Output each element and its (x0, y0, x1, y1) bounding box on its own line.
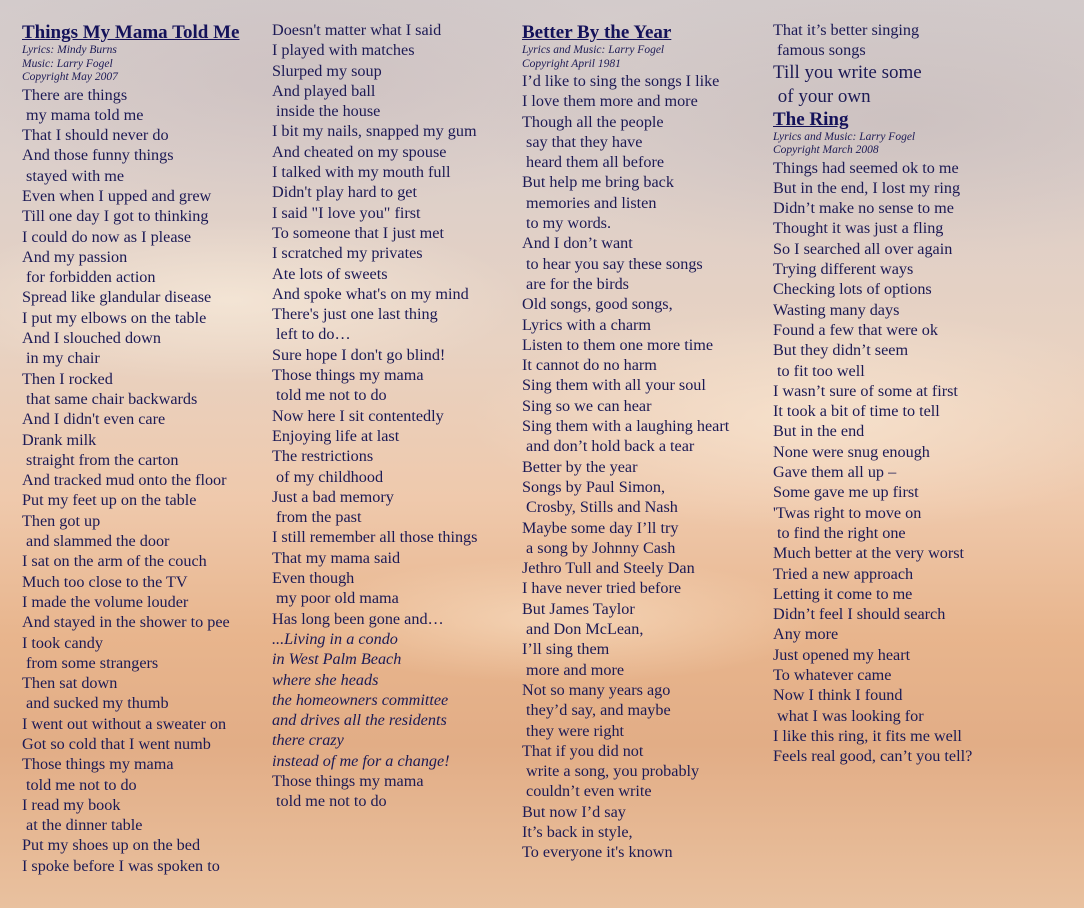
lyric-line: from the past (272, 508, 362, 527)
lyrics-list (773, 158, 972, 767)
lyric-line: I’ll sing them (522, 640, 610, 659)
lyric-line: And my passion (22, 247, 128, 266)
lyric-line: I’d like to sing the songs I like (522, 72, 720, 90)
lyric-line: at the dinner table (22, 816, 143, 835)
lyric-line: Put my shoes up on the bed (22, 836, 201, 855)
lyric-line: Then I rocked (22, 369, 113, 388)
lyric-line: straight from the carton (22, 450, 179, 469)
lyric-line: Till you write some (773, 61, 922, 83)
lyric-line: Wasting many days (773, 300, 900, 319)
lyric-line: Didn’t make no sense to me (773, 199, 954, 218)
lyric-line: Maybe some day I’ll try (522, 518, 679, 537)
lyric-line: Ate lots of sweets (272, 264, 388, 283)
lyric-line: But in the end, I lost my ring (773, 178, 961, 197)
lyric-line: Found a few that were ok (773, 320, 938, 339)
song-meta-copyright: Copyright May 2007 (22, 71, 118, 83)
lyric-line: inside the house (272, 102, 381, 121)
lyric-line: Thought it was just a fling (773, 219, 944, 238)
lyric-line: Trying different ways (773, 260, 914, 279)
lyric-line: I went out without a sweater on (22, 714, 227, 733)
lyric-line: I like this ring, it fits me well (773, 726, 962, 745)
lyric-line: That my mama said (272, 548, 401, 567)
lyric-line: Spread like glandular disease (22, 288, 212, 307)
lyric-line: Much too close to the TV (22, 572, 188, 591)
lyric-line: I read my book (22, 795, 121, 814)
lyric-line: Put my feet up on the table (22, 491, 197, 510)
lyric-line: Old songs, good songs, (522, 295, 673, 314)
lyric-line: to find the right one (773, 523, 906, 542)
lyric-line: But now I’d say (522, 802, 626, 821)
lyric-line: That if you did not (522, 741, 644, 760)
lyric-line: Then sat down (22, 674, 118, 693)
lyric-line: Listen to them one more time (522, 335, 714, 354)
lyric-line: there crazy (272, 731, 344, 750)
lyric-line: told me not to do (22, 775, 137, 794)
lyric-line: I sat on the arm of the couch (22, 552, 207, 571)
lyric-line: Jethro Tull and Steely Dan (522, 559, 695, 578)
lyric-line: I bit my nails, snapped my gum (272, 122, 477, 141)
lyric-line: But in the end (773, 422, 865, 441)
lyric-line: from some strangers (22, 653, 159, 672)
lyric-line: Not so many years ago (522, 680, 671, 699)
lyric-line: Even when I upped and grew (22, 186, 212, 205)
lyric-line: I wasn’t sure of some at first (773, 381, 958, 400)
lyric-line: Even though (272, 569, 355, 588)
lyric-line: Lyrics with a charm (522, 315, 652, 334)
lyrics-italic-list (272, 629, 477, 771)
lyric-line: I said "I love you" first (272, 203, 421, 222)
lyric-line: to fit too well (773, 361, 865, 380)
lyric-line: the homeowners committee (272, 690, 449, 709)
lyric-line: of your own (773, 85, 871, 107)
lyric-line: I talked with my mouth full (272, 163, 451, 182)
lyric-line: It took a bit of time to tell (773, 402, 940, 421)
lyric-line: Till one day I got to thinking (22, 207, 209, 226)
lyric-line: that same chair backwards (22, 389, 198, 408)
lyric-line: to hear you say these songs (522, 254, 703, 273)
song-meta-lyrics-music: Lyrics and Music: Larry Fogel (773, 130, 916, 143)
lyric-line: Tried a new approach (773, 564, 914, 583)
lyric-line: Now here I sit contentedly (272, 406, 444, 425)
lyric-line: And cheated on my spouse (272, 142, 447, 161)
lyric-line: Any more (773, 625, 839, 644)
lyric-line: And I didn't even care (22, 410, 166, 429)
lyric-line: Much better at the very worst (773, 544, 965, 563)
lyric-line: Got so cold that I went numb (22, 735, 211, 753)
lyric-line: Gave them all up – (773, 463, 897, 482)
lyric-line: Feels real good, can’t you tell? (773, 747, 973, 766)
lyric-line: heard them all before (522, 153, 665, 172)
lyric-line: and sucked my thumb (22, 694, 169, 713)
lyric-line: So I searched all over again (773, 239, 953, 258)
lyric-line: Has long been gone and… (272, 609, 444, 628)
lyric-line: Now I think I found (773, 686, 903, 705)
lyric-line: And stayed in the shower to pee (22, 613, 230, 632)
lyric-line: There are things (22, 85, 128, 104)
column-3 (522, 22, 729, 863)
lyrics-list (22, 85, 239, 877)
lyric-line: Though all the people (522, 112, 664, 131)
lyric-line: Those things my mama (22, 755, 174, 774)
lyric-line: to my words. (522, 214, 612, 233)
lyric-line: Enjoying life at last (272, 426, 400, 445)
lyric-line: Those things my mama (272, 366, 424, 385)
lyrics-list (272, 20, 477, 629)
lyric-line: they’d say, and maybe (522, 701, 671, 720)
lyric-line: Crosby, Stills and Nash (522, 498, 678, 517)
lyrics-list (272, 771, 477, 812)
lyric-line: famous songs (773, 41, 866, 60)
lyrics-list (773, 20, 972, 61)
lyric-line: Slurped my soup (272, 61, 382, 80)
lyric-line: Letting it come to me (773, 584, 913, 603)
lyric-line: To someone that I just met (272, 223, 444, 242)
lyric-line: and Don McLean, (522, 620, 644, 639)
lyric-line: Just a bad memory (272, 487, 394, 506)
lyric-line: Sing so we can hear (522, 396, 652, 415)
lyric-line: There's just one last thing (272, 305, 438, 324)
lyric-line: and slammed the door (22, 532, 170, 551)
lyric-line: 'Twas right to move on (773, 503, 922, 522)
lyric-line: And tracked mud onto the floor (22, 471, 227, 490)
lyric-line: Sing them with a laughing heart (522, 417, 730, 436)
lyric-line: stayed with me (22, 166, 125, 185)
lyric-line: I made the volume louder (22, 592, 189, 611)
lyric-line: my mama told me (22, 105, 144, 124)
lyric-line: It cannot do no harm (522, 356, 657, 375)
lyric-line: ...Living in a condo (272, 629, 398, 648)
lyric-line: I spoke before I was spoken to (22, 856, 220, 875)
lyric-line: Then got up (22, 511, 101, 530)
lyric-line: in my chair (22, 349, 100, 368)
lyric-line: Better by the year (522, 457, 638, 476)
lyric-line: Drank milk (22, 430, 97, 449)
column-1 (22, 22, 239, 876)
song-meta-copyright: Copyright March 2008 (773, 144, 879, 157)
lyric-line: are for the birds (522, 274, 629, 293)
lyric-line: they were right (522, 721, 625, 740)
lyric-line: But they didn’t seem (773, 341, 909, 360)
lyric-line: Checking lots of options (773, 280, 932, 299)
lyric-line: and don’t hold back a tear (522, 437, 695, 456)
column-4 (773, 20, 972, 767)
lyric-line: That it’s better singing (773, 21, 920, 39)
lyric-line: I love them more and more (522, 92, 698, 111)
lyric-line: And played ball (272, 81, 376, 100)
lyric-line: Songs by Paul Simon, (522, 477, 666, 496)
lyric-line: what I was looking for (773, 706, 924, 725)
lyric-line: I played with matches (272, 41, 415, 60)
column-2 (272, 20, 477, 812)
lyric-line: Those things my mama (272, 771, 424, 790)
lyric-line: couldn’t even write (522, 782, 652, 801)
lyric-line: I scratched my privates (272, 244, 423, 263)
lyric-line: Just opened my heart (773, 645, 911, 664)
lyric-line: Doesn't matter what I said (272, 21, 442, 39)
lyric-line: I still remember all those things (272, 528, 478, 547)
lyric-line: Didn’t feel I should search (773, 605, 946, 624)
lyric-line: That I should never do (22, 126, 169, 145)
lyrics-list (522, 71, 729, 863)
lyric-line: a song by Johnny Cash (522, 538, 676, 557)
lyric-line: memories and listen (522, 193, 657, 212)
lyric-line: left to do… (272, 325, 351, 344)
lyric-line: Some gave me up first (773, 483, 919, 502)
lyric-line: for forbidden action (22, 268, 156, 287)
lyric-line: I have never tried before (522, 579, 682, 598)
lyric-line: of my childhood (272, 467, 384, 486)
song-meta-copyright: Copyright April 1981 (522, 57, 621, 70)
lyric-line: and drives all the residents (272, 711, 447, 730)
lyric-line: To whatever came (773, 666, 892, 685)
lyric-line: my poor old mama (272, 589, 399, 608)
lyric-line: Things had seemed ok to me (773, 158, 959, 177)
lyric-line: Sing them with all your soul (522, 376, 706, 395)
song-meta-music: Music: Larry Fogel (22, 57, 113, 70)
lyric-line: I put my elbows on the table (22, 308, 207, 327)
song-title-better-by-the-year: Better By the Year (522, 22, 672, 43)
lyric-line: Sure hope I don't go blind! (272, 345, 446, 364)
lyric-line: To everyone it's known (522, 843, 673, 862)
lyric-line: in West Palm Beach (272, 650, 402, 669)
song-title-things-my-mama-told-me: Things My Mama Told Me (22, 22, 240, 43)
lyric-line: say that they have (522, 132, 643, 151)
lyric-line: Didn't play hard to get (272, 183, 417, 202)
lyric-line: I took candy (22, 633, 103, 652)
song-meta-lyrics: Lyrics: Mindy Burns (22, 44, 117, 56)
lyric-line: And I slouched down (22, 329, 161, 348)
lyric-line: where she heads (272, 670, 379, 689)
lyric-line: But James Taylor (522, 599, 635, 618)
lyric-line: instead of me for a change! (272, 751, 450, 770)
lyric-line: And I don’t want (522, 234, 633, 253)
lyric-line: But help me bring back (522, 173, 674, 192)
lyric-line: It’s back in style, (522, 822, 633, 841)
lyric-line: write a song, you probably (522, 762, 700, 781)
lyric-line: I could do now as I please (22, 227, 192, 246)
lyric-line: And spoke what's on my mind (272, 284, 469, 303)
lyric-line: more and more (522, 660, 625, 679)
song-meta-lyrics-music: Lyrics and Music: Larry Fogel (522, 44, 665, 56)
song-title-the-ring: The Ring (773, 108, 849, 130)
lyric-line: And those funny things (22, 146, 174, 165)
lyric-line: told me not to do (272, 386, 387, 405)
lyric-line: told me not to do (272, 792, 387, 811)
lyric-line: The restrictions (272, 447, 374, 466)
lyrics-list-large (773, 61, 972, 109)
lyric-line: None were snug enough (773, 442, 930, 461)
